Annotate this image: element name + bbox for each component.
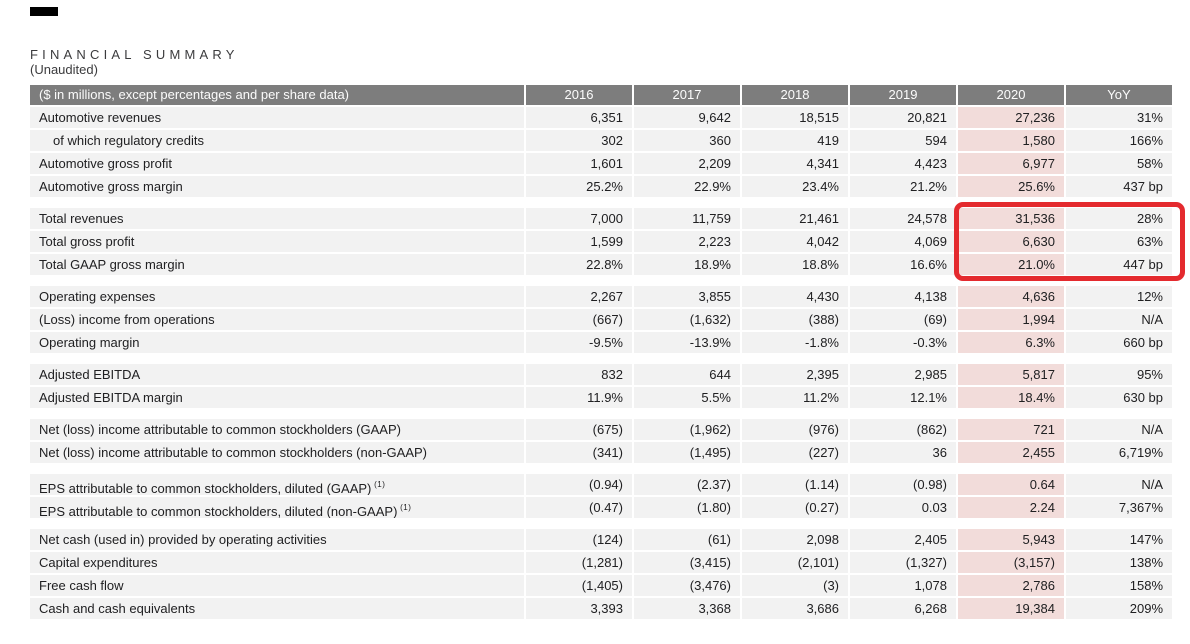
- table-row: [30, 575, 1172, 596]
- value-cell: 0.03: [850, 497, 956, 518]
- value-cell: 11,759: [634, 208, 740, 229]
- value-cell: (862): [850, 419, 956, 440]
- row-label: Cash and cash equivalents: [30, 598, 524, 619]
- value-cell: (227): [742, 442, 848, 463]
- column-header-2016: 2016: [526, 85, 632, 105]
- value-cell: 138%: [1066, 552, 1172, 573]
- value-cell: 644: [634, 364, 740, 385]
- column-header-2020: 2020: [958, 85, 1064, 105]
- value-cell: (3): [742, 575, 848, 596]
- table-row: [30, 107, 1172, 128]
- table-row: [30, 474, 1172, 495]
- value-cell: 58%: [1066, 153, 1172, 174]
- row-label: Total GAAP gross margin: [30, 254, 524, 275]
- value-cell: 5,943: [958, 529, 1064, 550]
- table-row: [30, 153, 1172, 174]
- value-cell: 23.4%: [742, 176, 848, 197]
- row-label: Adjusted EBITDA: [30, 364, 524, 385]
- value-cell: 4,430: [742, 286, 848, 307]
- row-label: Total gross profit: [30, 231, 524, 252]
- value-cell: 22.8%: [526, 254, 632, 275]
- row-label: Total revenues: [30, 208, 524, 229]
- value-cell: 31%: [1066, 107, 1172, 128]
- row-label: EPS attributable to common stockholders, diluted (non-GAAP) $^{(1)}$: [30, 497, 524, 518]
- table-row: [30, 497, 1172, 518]
- table-group-6: [30, 474, 1172, 518]
- value-cell: 447 bp: [1066, 254, 1172, 275]
- value-cell: 7,000: [526, 208, 632, 229]
- value-cell: 18,515: [742, 107, 848, 128]
- value-cell: 4,341: [742, 153, 848, 174]
- value-cell: 4,636: [958, 286, 1064, 307]
- value-cell: (2.37): [634, 474, 740, 495]
- row-label: Net (loss) income attributable to common stockholders (GAAP): [30, 419, 524, 440]
- value-cell: 31,536: [958, 208, 1064, 229]
- table-row: [30, 332, 1172, 353]
- value-cell: 3,368: [634, 598, 740, 619]
- value-cell: 2.24: [958, 497, 1064, 518]
- table-row: [30, 529, 1172, 550]
- value-cell: (1,632): [634, 309, 740, 330]
- value-cell: -0.3%: [850, 332, 956, 353]
- row-label: Automotive gross profit: [30, 153, 524, 174]
- page-subtitle: (Unaudited): [30, 62, 98, 77]
- value-cell: 166%: [1066, 130, 1172, 151]
- value-cell: (1,962): [634, 419, 740, 440]
- value-cell: 6,719%: [1066, 442, 1172, 463]
- value-cell: 660 bp: [1066, 332, 1172, 353]
- page-title: FINANCIAL SUMMARY: [30, 47, 239, 62]
- value-cell: 6.3%: [958, 332, 1064, 353]
- value-cell: 63%: [1066, 231, 1172, 252]
- table-row: [30, 309, 1172, 330]
- value-cell: (0.94): [526, 474, 632, 495]
- value-cell: 18.8%: [742, 254, 848, 275]
- value-cell: 437 bp: [1066, 176, 1172, 197]
- value-cell: 3,686: [742, 598, 848, 619]
- table-body: [30, 107, 1172, 619]
- value-cell: 2,267: [526, 286, 632, 307]
- value-cell: 11.2%: [742, 387, 848, 408]
- table-group-4: [30, 364, 1172, 408]
- value-cell: (1.14): [742, 474, 848, 495]
- value-cell: (1,405): [526, 575, 632, 596]
- value-cell: 2,209: [634, 153, 740, 174]
- column-header-2018: 2018: [742, 85, 848, 105]
- value-cell: 5,817: [958, 364, 1064, 385]
- value-cell: 2,223: [634, 231, 740, 252]
- value-cell: 18.9%: [634, 254, 740, 275]
- value-cell: 147%: [1066, 529, 1172, 550]
- value-cell: 1,994: [958, 309, 1064, 330]
- value-cell: 12.1%: [850, 387, 956, 408]
- value-cell: -13.9%: [634, 332, 740, 353]
- row-label: Operating margin: [30, 332, 524, 353]
- table-group-7: [30, 529, 1172, 619]
- value-cell: 6,630: [958, 231, 1064, 252]
- column-header-2017: 2017: [634, 85, 740, 105]
- financial-summary-table: [30, 85, 1172, 621]
- value-cell: -9.5%: [526, 332, 632, 353]
- table-row: [30, 254, 1172, 275]
- value-cell: 21.0%: [958, 254, 1064, 275]
- value-cell: 28%: [1066, 208, 1172, 229]
- table-header-row: [30, 85, 1172, 105]
- value-cell: 302: [526, 130, 632, 151]
- value-cell: 2,098: [742, 529, 848, 550]
- row-label: Capital expenditures: [30, 552, 524, 573]
- value-cell: 12%: [1066, 286, 1172, 307]
- table-row: [30, 598, 1172, 619]
- value-cell: 27,236: [958, 107, 1064, 128]
- row-label: Free cash flow: [30, 575, 524, 596]
- table-group-1: [30, 107, 1172, 197]
- table-group-2: [30, 208, 1172, 275]
- value-cell: 1,580: [958, 130, 1064, 151]
- value-cell: 18.4%: [958, 387, 1064, 408]
- table-row: [30, 286, 1172, 307]
- value-cell: 832: [526, 364, 632, 385]
- value-cell: (124): [526, 529, 632, 550]
- value-cell: (1,495): [634, 442, 740, 463]
- value-cell: 630 bp: [1066, 387, 1172, 408]
- value-cell: 24,578: [850, 208, 956, 229]
- row-label: Net cash (used in) provided by operating activities: [30, 529, 524, 550]
- value-cell: 0.64: [958, 474, 1064, 495]
- value-cell: 2,405: [850, 529, 956, 550]
- value-cell: 25.6%: [958, 176, 1064, 197]
- table-row: [30, 208, 1172, 229]
- value-cell: N/A: [1066, 474, 1172, 495]
- value-cell: 16.6%: [850, 254, 956, 275]
- value-cell: (3,415): [634, 552, 740, 573]
- value-cell: 6,977: [958, 153, 1064, 174]
- value-cell: 20,821: [850, 107, 956, 128]
- value-cell: 4,069: [850, 231, 956, 252]
- table-group-5: [30, 419, 1172, 463]
- value-cell: (675): [526, 419, 632, 440]
- value-cell: 2,985: [850, 364, 956, 385]
- value-cell: (341): [526, 442, 632, 463]
- value-cell: (667): [526, 309, 632, 330]
- value-cell: 721: [958, 419, 1064, 440]
- value-cell: 95%: [1066, 364, 1172, 385]
- table-header-label: ($ in millions, except percentages and per share data): [30, 85, 524, 105]
- value-cell: 419: [742, 130, 848, 151]
- value-cell: 9,642: [634, 107, 740, 128]
- value-cell: (3,157): [958, 552, 1064, 573]
- value-cell: 5.5%: [634, 387, 740, 408]
- value-cell: 1,601: [526, 153, 632, 174]
- value-cell: (69): [850, 309, 956, 330]
- table-row: [30, 552, 1172, 573]
- column-header-yoy: YoY: [1066, 85, 1172, 105]
- value-cell: 360: [634, 130, 740, 151]
- value-cell: (61): [634, 529, 740, 550]
- row-label: Adjusted EBITDA margin: [30, 387, 524, 408]
- table-row: [30, 231, 1172, 252]
- table-row: [30, 176, 1172, 197]
- value-cell: 1,078: [850, 575, 956, 596]
- value-cell: 594: [850, 130, 956, 151]
- value-cell: 3,393: [526, 598, 632, 619]
- value-cell: -1.8%: [742, 332, 848, 353]
- value-cell: 21.2%: [850, 176, 956, 197]
- row-label: EPS attributable to common stockholders, diluted (GAAP) $^{(1)}$: [30, 474, 524, 495]
- value-cell: N/A: [1066, 309, 1172, 330]
- value-cell: (3,476): [634, 575, 740, 596]
- value-cell: (0.47): [526, 497, 632, 518]
- value-cell: 4,423: [850, 153, 956, 174]
- table-row: [30, 364, 1172, 385]
- table-row: [30, 442, 1172, 463]
- row-label: Net (loss) income attributable to common stockholders (non-GAAP): [30, 442, 524, 463]
- value-cell: (2,101): [742, 552, 848, 573]
- value-cell: 3,855: [634, 286, 740, 307]
- value-cell: (0.98): [850, 474, 956, 495]
- value-cell: 209%: [1066, 598, 1172, 619]
- value-cell: 4,042: [742, 231, 848, 252]
- value-cell: 158%: [1066, 575, 1172, 596]
- value-cell: 2,786: [958, 575, 1064, 596]
- value-cell: (1.80): [634, 497, 740, 518]
- page-corner-dash: [30, 7, 58, 16]
- value-cell: (1,281): [526, 552, 632, 573]
- value-cell: 6,351: [526, 107, 632, 128]
- value-cell: (0.27): [742, 497, 848, 518]
- value-cell: 21,461: [742, 208, 848, 229]
- value-cell: 2,455: [958, 442, 1064, 463]
- value-cell: 1,599: [526, 231, 632, 252]
- table-row: [30, 387, 1172, 408]
- row-label: Automotive gross margin: [30, 176, 524, 197]
- row-label: (Loss) income from operations: [30, 309, 524, 330]
- value-cell: 22.9%: [634, 176, 740, 197]
- value-cell: 25.2%: [526, 176, 632, 197]
- row-label: Automotive revenues: [30, 107, 524, 128]
- value-cell: 4,138: [850, 286, 956, 307]
- table-group-3: [30, 286, 1172, 353]
- table-row: [30, 130, 1172, 151]
- value-cell: 36: [850, 442, 956, 463]
- value-cell: 19,384: [958, 598, 1064, 619]
- value-cell: 11.9%: [526, 387, 632, 408]
- column-header-2019: 2019: [850, 85, 956, 105]
- value-cell: (388): [742, 309, 848, 330]
- value-cell: (1,327): [850, 552, 956, 573]
- value-cell: 7,367%: [1066, 497, 1172, 518]
- value-cell: 6,268: [850, 598, 956, 619]
- value-cell: N/A: [1066, 419, 1172, 440]
- value-cell: 2,395: [742, 364, 848, 385]
- footnote-marker: (1): [371, 480, 386, 489]
- value-cell: (976): [742, 419, 848, 440]
- row-label: of which regulatory credits: [30, 130, 524, 151]
- table-row: [30, 419, 1172, 440]
- footnote-marker: (1): [397, 503, 412, 512]
- row-label: Operating expenses: [30, 286, 524, 307]
